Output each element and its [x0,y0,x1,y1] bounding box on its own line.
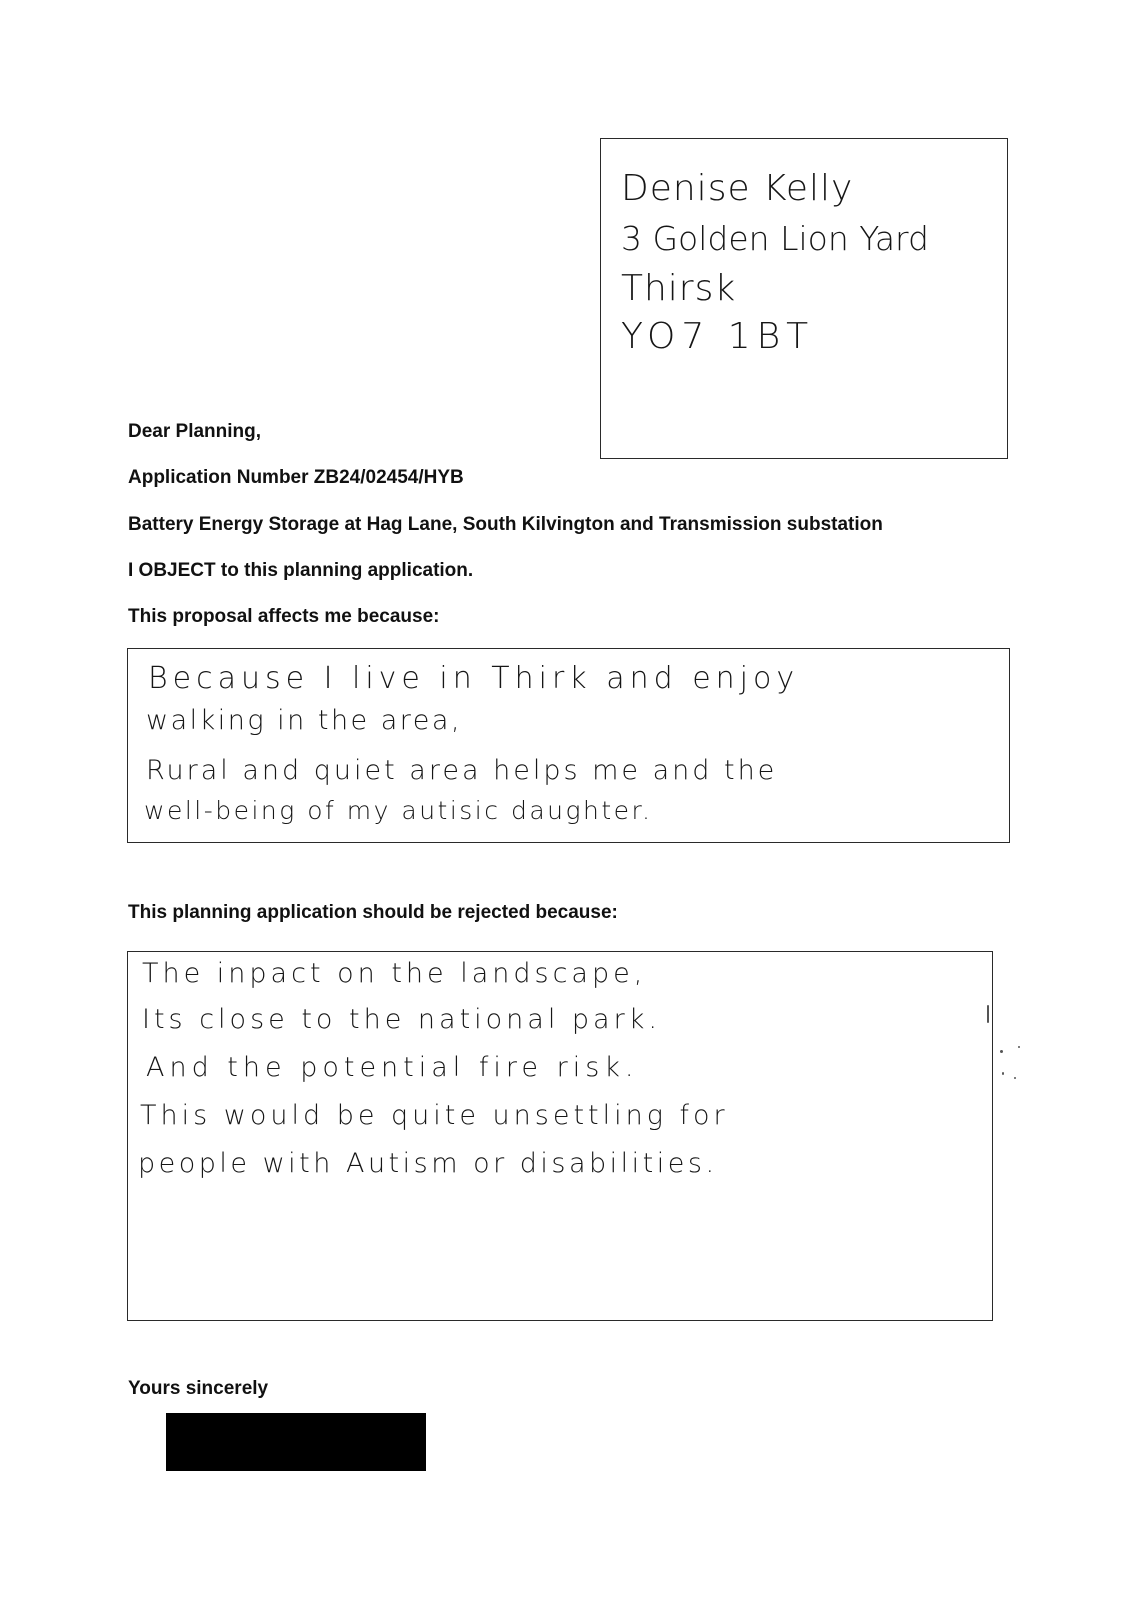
address-street: 3 Golden Lion Yard [621,219,929,258]
scan-speck [1000,1050,1003,1053]
closing: Yours sincerely [128,1378,269,1399]
rejected-line-1: The inpact on the landscape, [142,958,647,989]
affects-line-2: walking in the area, [146,705,463,736]
affects-line-1: Because I live in Thirk and enjoy [148,661,800,696]
salutation: Dear Planning, [128,421,262,442]
rejected-heading: This planning application should be rejected because: [128,902,618,923]
application-number: Application Number ZB24/02454/HYB [128,467,464,488]
rejected-answer-box [127,951,993,1321]
address-name: Denise Kelly [621,168,854,209]
address-postcode: YO7 1BT [621,316,815,357]
objection-statement: I OBJECT to this planning application. [128,560,474,581]
address-town: Thirsk [621,268,737,309]
affects-answer-box [127,648,1010,843]
rejected-line-5: people with Autism or disabilities. [138,1148,718,1179]
scan-speck [1018,1046,1020,1048]
project-description: Battery Energy Storage at Hag Lane, South Kilvington and Transmission substation [128,514,883,535]
scan-speck [1014,1077,1016,1079]
scan-speck [987,1005,989,1023]
scan-speck [1002,1072,1004,1075]
affects-line-4: well-being of my autisic daughter. [144,796,653,825]
rejected-line-2: Its close to the national park. [142,1004,661,1035]
address-box [600,138,1008,459]
rejected-line-4: This would be quite unsettling for [140,1100,729,1131]
redacted-signature [166,1413,426,1471]
affects-line-3: Rural and quiet area helps me and the [146,755,778,786]
affects-heading: This proposal affects me because: [128,606,440,627]
rejected-line-3: And the potential fire risk. [146,1052,639,1083]
